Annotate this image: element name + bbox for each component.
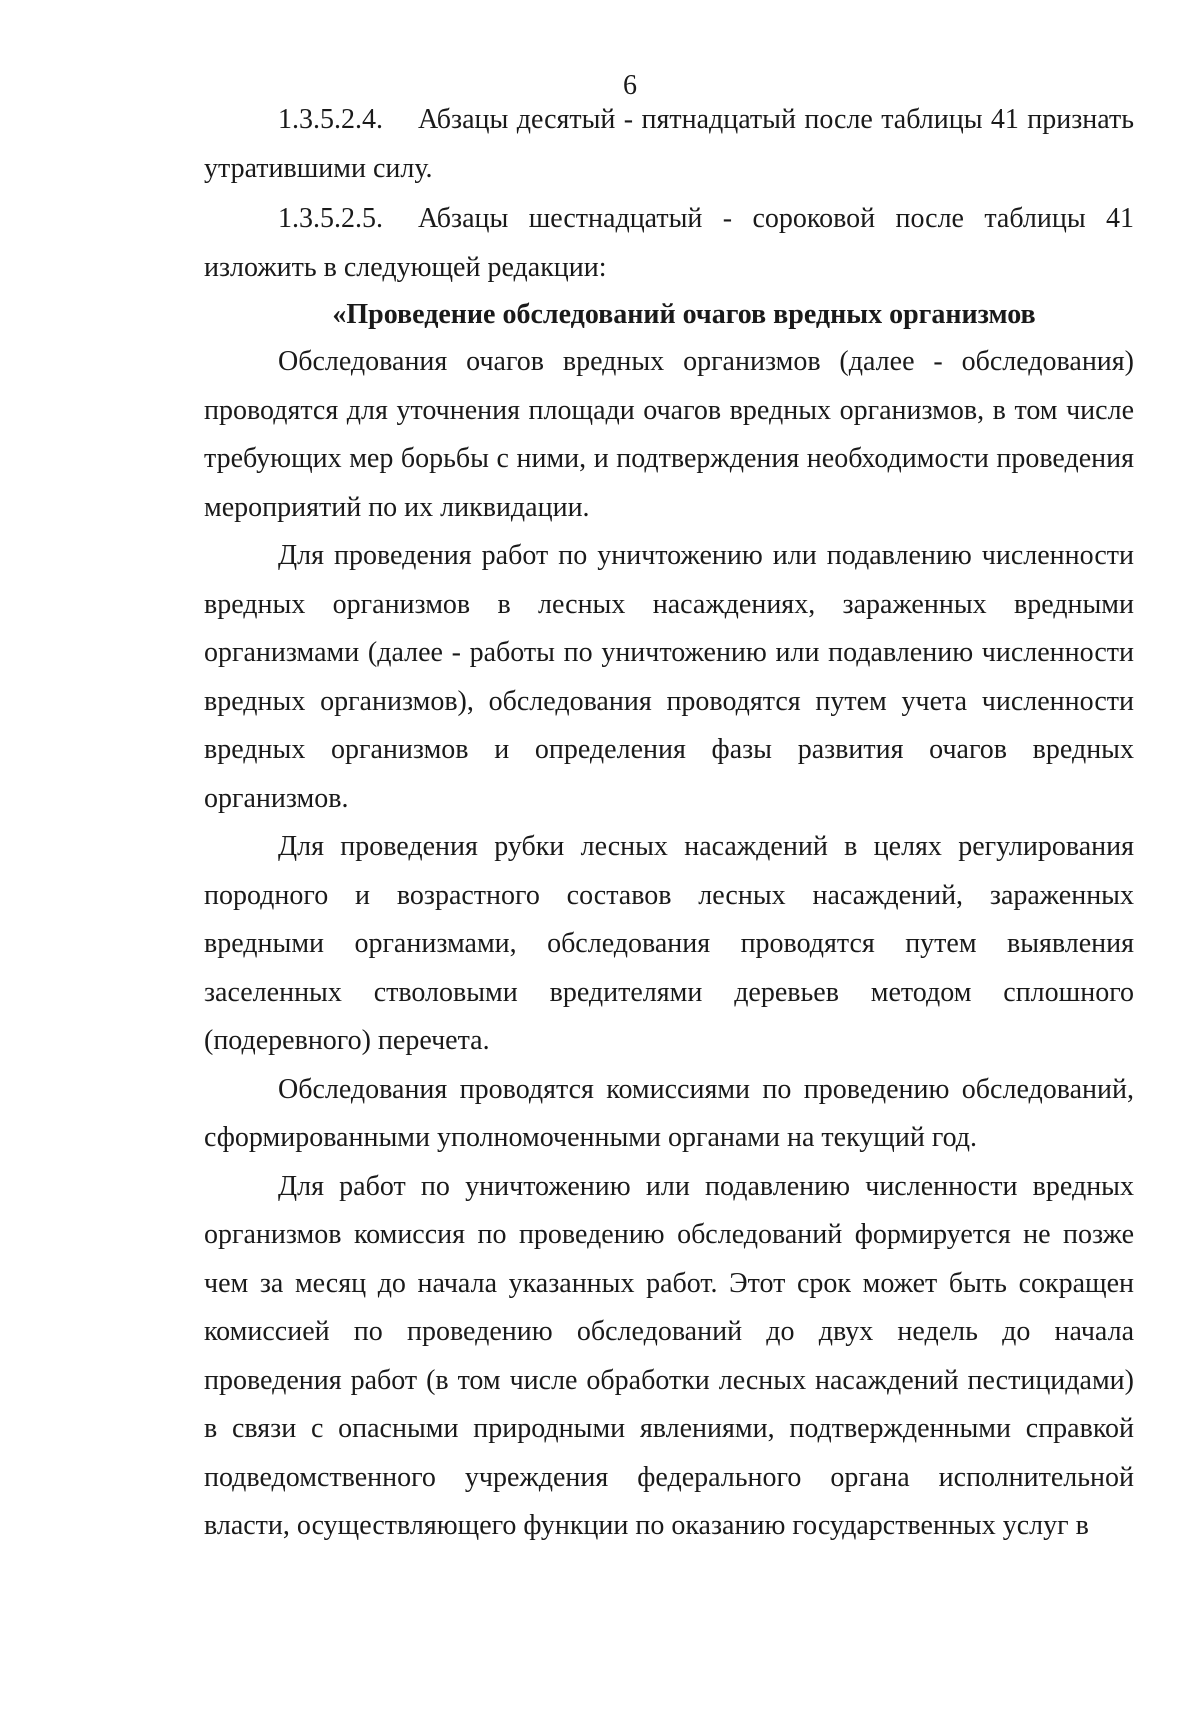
paragraph: Для работ по уничтожению или подавлению численности вредных организмов комиссия по проведению обследований формируется не позже чем за месяц до начала указанных работ. Этот срок может быть сокращен комиссией по проведению обследований до двух недель до начала проведения работ (в том числе обработки лесных насаждений пестицидами) в связи с опасными природными явлениями, подтвержденными справкой подведомственного учреждения федерального органа исполнительной власти, осуществляющего функции по оказанию государственных услуг в xyxy=(204,1170,1134,1541)
paragraph: Для проведения работ по уничтожению или подавлению численности вредных организмов в лесных насаждениях, зараженных вредными организмами (далее - работы по уничтожению или подавлению численности вредных организмов), обследования проводятся путем учета численности вредных организмов и определения фазы развития очагов вредных организмов. xyxy=(204,540,1134,814)
clause-text: Абзацы шестнадцатый - сороковой после таблицы 41 изложить в следующей редакции: xyxy=(204,203,1134,283)
clause-number: 1.3.5.2.5. xyxy=(278,203,383,234)
document-body xyxy=(204,96,1134,1551)
section-heading: «Проведение обследований очагов вредных организмов xyxy=(332,299,1036,330)
clause-number: 1.3.5.2.4. xyxy=(278,104,383,135)
clause-1-3-5-2-5 xyxy=(204,195,1134,292)
paragraph: Обследования очагов вредных организмов (далее - обследования) проводятся для уточнения площади очагов вредных организмов, в том числе требующих мер борьбы с ними, и подтверждения необходимости проведения мероприятий по их ликвидации. xyxy=(204,346,1134,523)
clause-text: Абзацы десятый - пятнадцатый после таблицы 41 признать утратившими силу. xyxy=(204,104,1134,184)
paragraph: Для проведения рубки лесных насаждений в целях регулирования породного и возрастного составов лесных насаждений, зараженных вредными организмами, обследования проводятся путем выявления заселенных стволовыми вредителями деревьев методом сплошного (подеревного) перечета. xyxy=(204,831,1134,1056)
paragraph: Обследования проводятся комиссиями по проведению обследований, сформированными уполномоченными органами на текущий год. xyxy=(204,1073,1134,1153)
clause-1-3-5-2-4 xyxy=(204,96,1134,193)
page-number: 6 xyxy=(623,70,637,101)
